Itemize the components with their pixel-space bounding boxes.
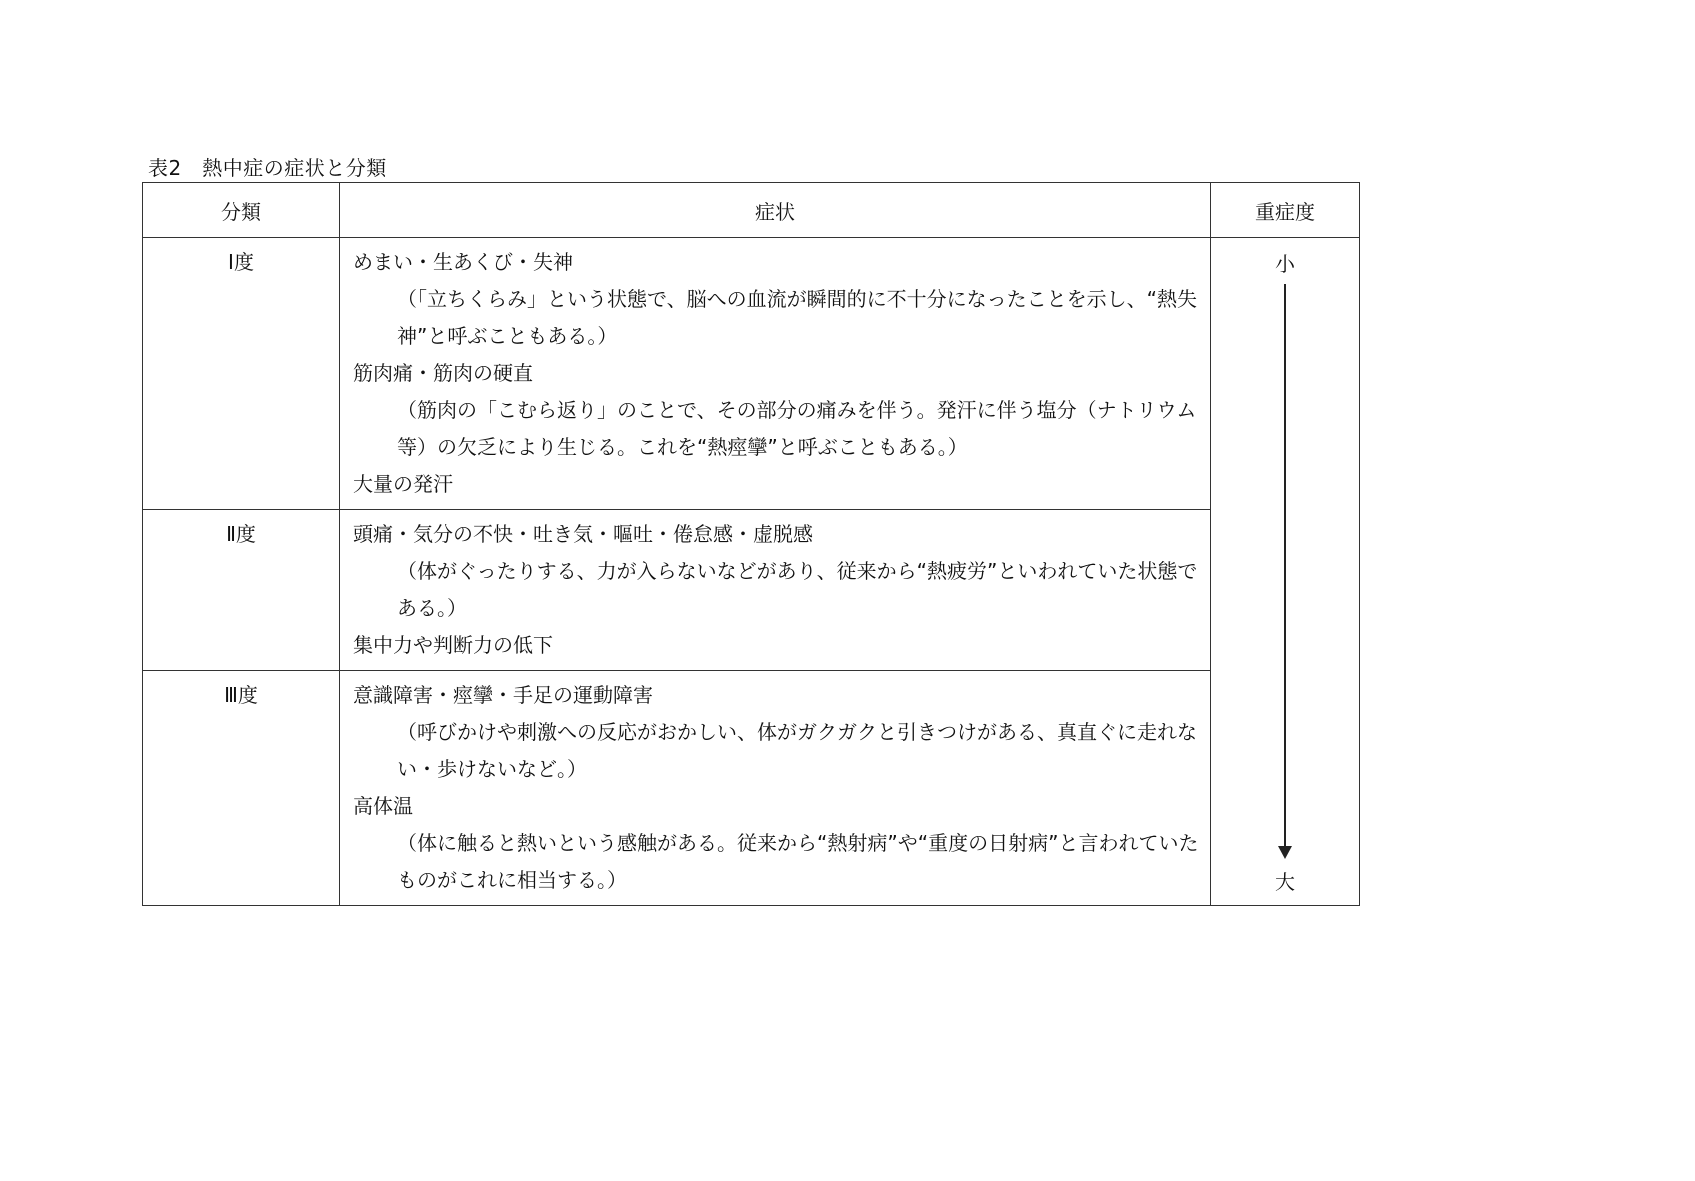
- table-row: [143, 671, 1360, 906]
- symptom-note: （筋肉の「こむら返り」のことで、その部分の痛みを伴う。発汗に伴う塩分（ナトリウム等）の欠乏により生じる。これを“熱痙攣”と呼ぶこともある。）: [397, 398, 1197, 459]
- symptom-note: （「立ちくらみ」という状態で、脳への血流が瞬間的に不十分になったことを示し、“熱失神”と呼ぶこともある。）: [397, 287, 1197, 348]
- symptom-item: 集中力や判断力の低下: [353, 633, 553, 657]
- symptom-note: （体に触ると熱いという感触がある。従来から“熱射病”や“重度の日射病”と言われていたものがこれに相当する。）: [397, 831, 1199, 892]
- table-row: [143, 238, 1360, 510]
- symptom-item: 大量の発汗: [353, 472, 453, 496]
- symptom-item: 筋肉痛・筋肉の硬直: [353, 361, 533, 385]
- header-row: [143, 183, 1360, 238]
- grade-cell: Ⅲ度: [143, 671, 340, 906]
- severity-arrow-line: [1284, 284, 1286, 847]
- symptom-item: 頭痛・気分の不快・吐き気・嘔吐・倦怠感・虚脱感: [353, 522, 813, 546]
- severity-small-label: 小: [1275, 252, 1295, 276]
- symptom-note: （呼びかけや刺激への反応がおかしい、体がガクガクと引きつけがある、真直ぐに走れない・歩けないなど。）: [397, 720, 1197, 781]
- severity-cell: [1211, 238, 1360, 906]
- symptom-cell: [340, 671, 1211, 906]
- heatstroke-table: [142, 182, 1360, 906]
- grade-cell: Ⅰ度: [143, 238, 340, 510]
- table-row: [143, 510, 1360, 671]
- header-grade: 分類: [143, 183, 340, 238]
- severity-large-label: 大: [1275, 870, 1295, 894]
- symptom-cell: [340, 510, 1211, 671]
- arrow-down-icon: [1278, 846, 1292, 859]
- grade-cell: Ⅱ度: [143, 510, 340, 671]
- symptom-note: （体がぐったりする、力が入らないなどがあり、従来から“熱疲労”といわれていた状態である。）: [397, 559, 1198, 620]
- symptom-item: めまい・生あくび・失神: [353, 250, 573, 274]
- symptom-item: 高体温: [353, 794, 413, 818]
- symptom-item: 意識障害・痙攣・手足の運動障害: [353, 683, 653, 707]
- symptom-cell: [340, 238, 1211, 510]
- table-caption: 表2 熱中症の症状と分類: [148, 156, 387, 180]
- header-symptoms: 症状: [340, 183, 1211, 238]
- header-severity: 重症度: [1211, 183, 1360, 238]
